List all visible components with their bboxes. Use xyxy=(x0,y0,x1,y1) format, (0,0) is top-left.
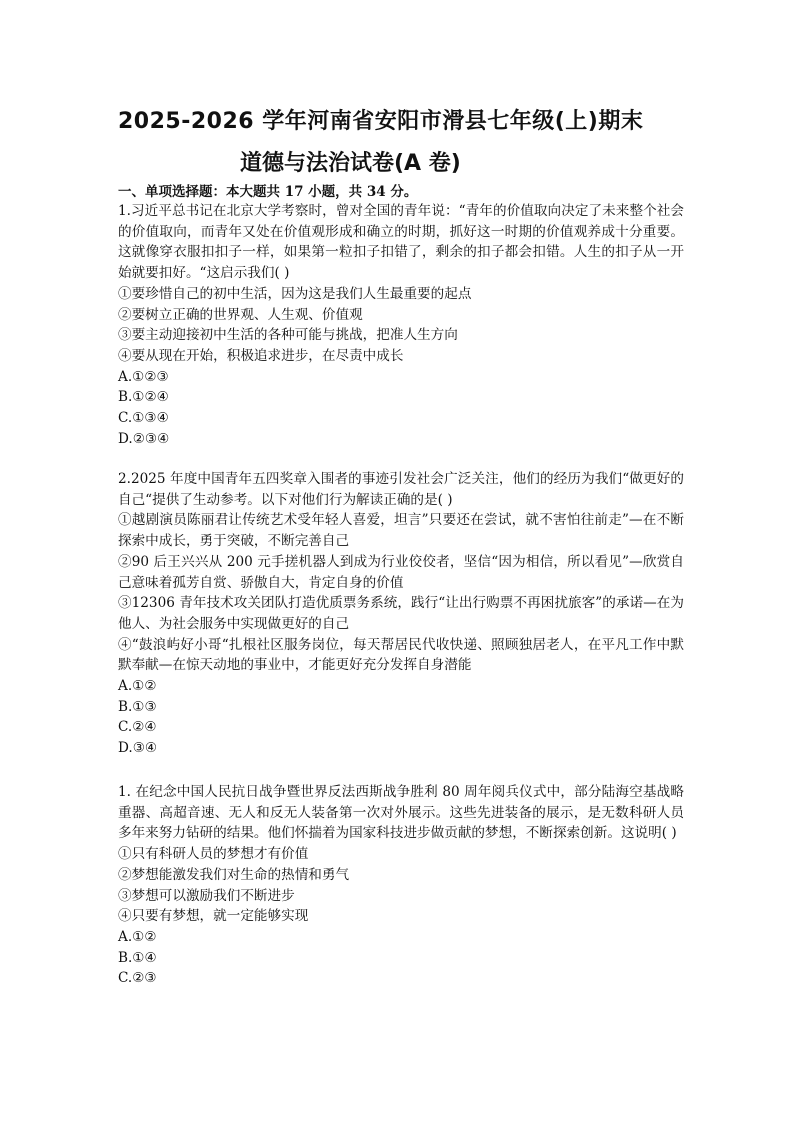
answer-option: B.①③ xyxy=(118,698,157,715)
answer-option: D.③④ xyxy=(118,740,158,757)
answer-option: A.①② xyxy=(118,928,157,945)
answer-option: A.①② xyxy=(118,678,157,695)
statement: ④“鼓浪屿好小哥“扎根社区服务岗位，每天帮居民代收快递、照顾独居老人，在平凡工作中默默奉献—在惊天动地的事业中，才能更好充分发挥自身潜能 xyxy=(118,636,684,674)
statement: ②要树立正确的世界观、人生观、价值观 xyxy=(118,306,363,323)
question-stem: 2.2025 年度中国青年五四奖章入围者的事迹引发社会广泛关注，他们的经历为我们“做更好的自己“提供了生动参考。以下对他们行为解读正确的是( ) xyxy=(118,471,684,508)
statement: ②90 后王兴兴从 200 元手搓机器人到成为行业佼佼者，坚信“因为相信，所以看见”—欣赏自己意味着孤芳自赏、骄傲自大，肯定自身的价值 xyxy=(118,553,684,591)
answer-option: B.①④ xyxy=(118,949,157,966)
statement: ④要从现在开始，积极追求进步，在尽责中成长 xyxy=(118,347,404,364)
statement: ①越剧演员陈丽君让传统艺术受年轻人喜爱，坦言”只要还在尝试，就不害怕往前走”—在不断探索中成长，勇于突破，不断完善自己 xyxy=(118,512,684,550)
statement: ①要珍惜自己的初中生活，因为这是我们人生最重要的起点 xyxy=(118,285,472,302)
question-3 xyxy=(118,782,684,989)
statement: ①只有科研人员的梦想才有价值 xyxy=(118,846,309,863)
answer-option: B.①②④ xyxy=(118,389,169,406)
answer-option: C.①③④ xyxy=(118,410,169,427)
question-1 xyxy=(118,201,684,449)
section-heading: 一、单项选择题：本大题共 17 小题，共 34 分。 xyxy=(118,184,418,200)
answer-option: D.②③④ xyxy=(118,430,170,447)
question-stem: 1. 在纪念中国人民抗日战争暨世界反法西斯战争胜利 80 周年阅兵仪式中，部分陆海空基战略重器、高超音速、无人和反无人装备第一次对外展示。这些先进装备的展示，是无数科研人员多年来努力钻研的结果。他们怀揣着为国家科技进步做贡献的梦想，不断探索创新。这说明( ) xyxy=(118,784,684,842)
statement: ③要主动迎接初中生活的各种可能与挑战，把准人生方向 xyxy=(118,327,458,344)
answer-option: C.②④ xyxy=(118,719,157,736)
statement: ③12306 青年技术攻关团队打造优质票务系统，践行“让出行购票不再困扰旅客”的承诺—在为他人、为社会服务中实现做更好的自己 xyxy=(118,595,684,632)
statement: ②梦想能激发我们对生命的热情和勇气 xyxy=(118,866,350,883)
statement: ④只要有梦想，就一定能够实现 xyxy=(118,908,309,925)
statement: ③梦想可以激励我们不断进步 xyxy=(118,887,295,904)
exam-title-line-2: 道德与法治试卷(A 卷) xyxy=(240,151,461,176)
question-stem: 1.习近平总书记在北京大学考察时，曾对全国的青年说：“青年的价值取向决定了未来整个社会的价值取向，而青年又处在价值观形成和确立的时期，抓好这一时期的价值观养成十分重要。这就像穿衣服扣扣子一样，如果第一粒扣子扣错了，剩余的扣子都会扣错。人生的扣子从一开始就要扣好。“这启示我们( ) xyxy=(118,203,684,282)
answer-option: A.①②③ xyxy=(118,368,169,385)
exam-title-line-1: 2025-2026 学年河南省安阳市滑县七年级(上)期末 xyxy=(118,109,644,134)
answer-option: C.②③ xyxy=(118,970,157,987)
question-2 xyxy=(118,469,684,759)
